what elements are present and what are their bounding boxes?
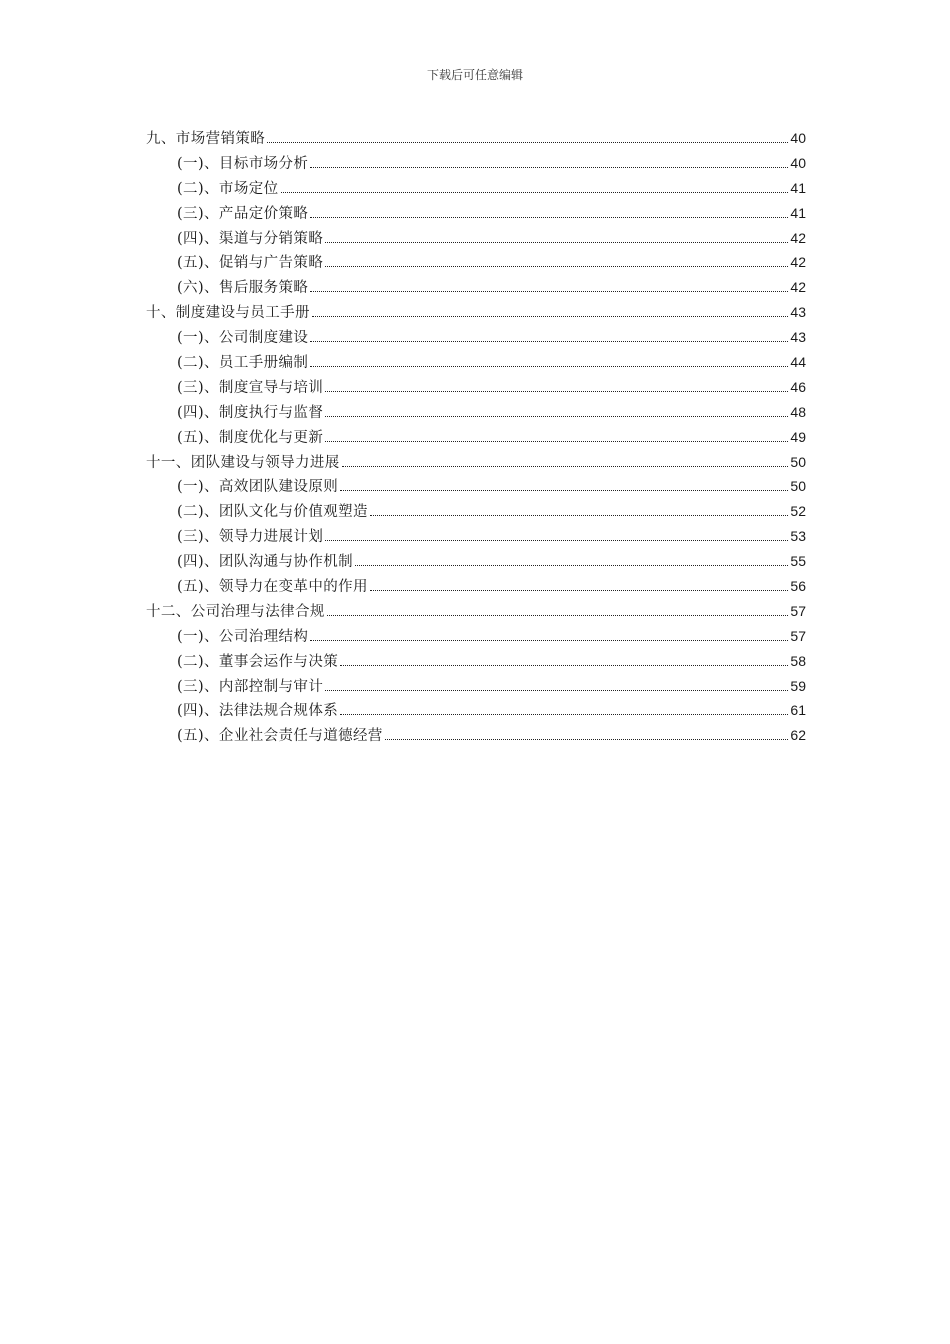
toc-page-number: 43 — [790, 329, 806, 346]
toc-dot-leader — [327, 615, 789, 616]
toc-dot-leader — [281, 192, 789, 193]
toc-entry-title: (五)、促销与广告策略 — [177, 255, 324, 272]
toc-dot-leader — [385, 739, 789, 740]
toc-dot-leader — [325, 391, 788, 392]
toc-section-entry[interactable] — [146, 624, 806, 649]
toc-page-number: 43 — [790, 304, 806, 321]
toc-entry-title: (五)、企业社会责任与道德经营 — [177, 728, 383, 745]
toc-section-entry[interactable] — [146, 325, 806, 350]
toc-dot-leader — [325, 690, 788, 691]
toc-entry-title: (四)、法律法规合规体系 — [177, 703, 339, 720]
toc-entry-title: (一)、高效团队建设原则 — [177, 479, 339, 496]
toc-dot-leader — [355, 565, 788, 566]
toc-page-number: 41 — [790, 179, 806, 196]
toc-page-number: 49 — [790, 428, 806, 445]
toc-section-entry[interactable] — [146, 250, 806, 275]
toc-page-number: 61 — [790, 702, 806, 719]
toc-dot-leader — [325, 540, 788, 541]
toc-page-number: 40 — [790, 154, 806, 171]
toc-page-number: 42 — [790, 229, 806, 246]
toc-dot-leader — [325, 441, 788, 442]
toc-dot-leader — [325, 242, 788, 243]
table-of-contents — [146, 126, 806, 748]
toc-page-number: 59 — [790, 677, 806, 694]
toc-page-number: 42 — [790, 279, 806, 296]
toc-dot-leader — [340, 490, 788, 491]
toc-dot-leader — [267, 142, 788, 143]
toc-entry-title: (三)、产品定价策略 — [177, 205, 309, 222]
toc-section-entry[interactable] — [146, 176, 806, 201]
toc-entry-title: (三)、内部控制与审计 — [177, 678, 324, 695]
toc-section-entry[interactable] — [146, 723, 806, 748]
toc-section-entry[interactable] — [146, 674, 806, 699]
toc-dot-leader — [325, 266, 788, 267]
header-note: 下载后可任意编辑 — [426, 68, 523, 82]
toc-dot-leader — [310, 341, 788, 342]
toc-dot-leader — [310, 291, 788, 292]
toc-section-entry[interactable] — [146, 574, 806, 599]
toc-entry-title: (六)、售后服务策略 — [177, 280, 309, 297]
toc-dot-leader — [310, 167, 788, 168]
toc-page-number: 62 — [790, 727, 806, 744]
toc-entry-title: 十一、团队建设与领导力进展 — [146, 454, 340, 471]
toc-dot-leader — [370, 590, 789, 591]
toc-dot-leader — [342, 466, 789, 467]
toc-section-entry[interactable] — [146, 425, 806, 450]
toc-page-number: 44 — [790, 354, 806, 371]
toc-entry-title: 九、市场营销策略 — [146, 131, 266, 147]
toc-dot-leader — [340, 665, 788, 666]
toc-chapter-entry[interactable] — [146, 450, 806, 475]
toc-entry-title: (三)、领导力进展计划 — [177, 529, 324, 546]
toc-section-entry[interactable] — [146, 350, 806, 375]
toc-entry-title: (一)、公司制度建设 — [177, 330, 309, 347]
toc-entry-title: (三)、制度宣导与培训 — [177, 379, 324, 396]
toc-section-entry[interactable] — [146, 151, 806, 176]
toc-entry-title: (一)、公司治理结构 — [177, 628, 309, 645]
toc-section-entry[interactable] — [146, 698, 806, 723]
toc-dot-leader — [310, 366, 788, 367]
toc-section-entry[interactable] — [146, 474, 806, 499]
toc-entry-title: (四)、制度执行与监督 — [177, 404, 324, 421]
toc-section-entry[interactable] — [146, 275, 806, 300]
toc-page-number: 57 — [790, 602, 806, 619]
toc-entry-title: (二)、团队文化与价值观塑造 — [177, 504, 368, 521]
toc-entry-title: (四)、团队沟通与协作机制 — [177, 554, 354, 571]
toc-page-number: 42 — [790, 254, 806, 271]
toc-section-entry[interactable] — [146, 499, 806, 524]
toc-page-number: 40 — [790, 130, 806, 146]
toc-page-number: 50 — [790, 478, 806, 495]
toc-chapter-entry[interactable] — [146, 300, 806, 325]
toc-chapter-entry[interactable] — [146, 126, 806, 151]
toc-page-number: 57 — [790, 627, 806, 644]
toc-entry-title: (二)、员工手册编制 — [177, 355, 309, 372]
toc-page-number: 41 — [790, 204, 806, 221]
toc-entry-title: (四)、渠道与分销策略 — [177, 230, 324, 247]
toc-dot-leader — [340, 714, 788, 715]
toc-page-number: 48 — [790, 403, 806, 420]
toc-entry-title: (五)、领导力在变革中的作用 — [177, 579, 368, 596]
toc-dot-leader — [325, 416, 788, 417]
toc-entry-title: 十、制度建设与员工手册 — [146, 305, 310, 322]
toc-dot-leader — [370, 515, 789, 516]
toc-section-entry[interactable] — [146, 375, 806, 400]
toc-entry-title: 十二、公司治理与法律合规 — [146, 603, 325, 620]
toc-section-entry[interactable] — [146, 549, 806, 574]
toc-page-number: 56 — [790, 578, 806, 595]
toc-entry-title: (五)、制度优化与更新 — [177, 429, 324, 446]
toc-section-entry[interactable] — [146, 400, 806, 425]
toc-dot-leader — [310, 640, 788, 641]
toc-section-entry[interactable] — [146, 201, 806, 226]
toc-entry-title: (二)、董事会运作与决策 — [177, 653, 339, 670]
toc-section-entry[interactable] — [146, 649, 806, 674]
toc-entry-title: (一)、目标市场分析 — [177, 155, 309, 172]
toc-page-number: 58 — [790, 652, 806, 669]
toc-entry-title: (二)、市场定位 — [177, 180, 279, 197]
toc-dot-leader — [310, 217, 788, 218]
toc-page-number: 53 — [790, 528, 806, 545]
toc-section-entry[interactable] — [146, 524, 806, 549]
toc-chapter-entry[interactable] — [146, 599, 806, 624]
toc-page-number: 46 — [790, 378, 806, 395]
toc-section-entry[interactable] — [146, 226, 806, 251]
toc-page-number: 55 — [790, 553, 806, 570]
toc-dot-leader — [312, 316, 789, 317]
toc-page-number: 50 — [790, 453, 806, 470]
toc-page-number: 52 — [790, 503, 806, 520]
